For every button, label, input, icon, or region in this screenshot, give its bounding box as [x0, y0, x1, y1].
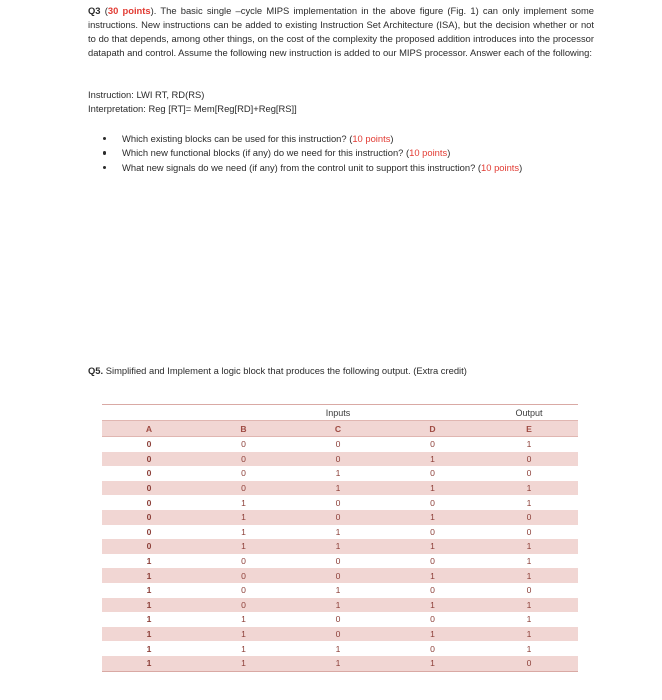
table-cell-a: 0 — [102, 539, 196, 554]
bullet-tail: ) — [519, 161, 523, 173]
column-header-a: A — [102, 421, 196, 437]
table-cell-a: 1 — [102, 568, 196, 583]
table-row — [102, 495, 578, 510]
bullet-text: What new signals do we need (if any) from the control unit to support this instruction? ( — [122, 161, 482, 173]
table-cell-e: 1 — [480, 539, 578, 554]
table-row — [102, 539, 578, 554]
list-item — [88, 132, 598, 146]
interpretation-line: Interpretation: Reg [RT]= Mem[Reg[RD]+Reg[RS]] — [88, 103, 297, 115]
question-3-block — [88, 4, 594, 60]
column-header-b: B — [196, 421, 291, 437]
table-cell-e: 1 — [526, 556, 532, 567]
table-column-header-row — [102, 421, 578, 437]
table-group-header-row — [102, 405, 578, 421]
table-cell-e: 0 — [480, 510, 578, 525]
group-header-spacer — [102, 405, 196, 421]
table-cell-d: 0 — [430, 614, 435, 625]
bullet-tail: ) — [390, 133, 394, 144]
table-row — [102, 583, 578, 598]
table-row — [102, 568, 578, 583]
table-row — [102, 481, 578, 496]
table-cell-d: 0 — [430, 439, 435, 450]
table-cell-c: 1 — [335, 585, 341, 596]
table-cell-a: 1 — [102, 598, 196, 613]
table-row — [102, 452, 578, 467]
table-cell-a: 1 — [146, 585, 152, 596]
question-5-text: Simplified and Implement a logic block that produces the following output. (Extra credit) — [103, 365, 467, 376]
table-cell-e: 1 — [480, 481, 578, 496]
bullet-dot-icon — [103, 137, 106, 140]
question-5-heading — [88, 364, 594, 378]
table-cell-c: 0 — [291, 627, 385, 642]
table-cell-c: 0 — [335, 556, 341, 567]
table-cell-d: 1 — [385, 627, 480, 642]
bullet-tail: ) — [447, 147, 451, 159]
table-cell-e: 0 — [526, 526, 532, 537]
table-cell-c: 0 — [291, 452, 385, 467]
table-cell-a: 1 — [146, 614, 152, 625]
table-cell-a: 1 — [102, 627, 196, 642]
table-cell-b: 1 — [196, 539, 291, 554]
question-3-paren-open: ( — [100, 5, 108, 16]
table-cell-d: 0 — [430, 497, 435, 508]
table-cell-a: 0 — [146, 526, 152, 537]
table-row — [102, 554, 578, 569]
table-cell-b: 0 — [196, 481, 291, 496]
instruction-line: Instruction: LWI RT, RD(RS) — [88, 89, 205, 100]
table-cell-c: 0 — [335, 497, 341, 508]
question-3-label: Q3 — [88, 5, 101, 16]
bullet-dot-icon — [103, 166, 106, 169]
bullet-points: 10 points — [352, 133, 391, 144]
table-cell-d: 1 — [385, 510, 480, 525]
table-cell-e: 1 — [480, 627, 578, 642]
table-cell-c: 1 — [291, 656, 385, 671]
table-cell-d: 0 — [430, 585, 435, 596]
table-cell-a: 0 — [146, 439, 152, 450]
table-cell-d: 1 — [385, 568, 480, 583]
table-row — [102, 525, 578, 540]
table-cell-e: 1 — [480, 598, 578, 613]
table-cell-e: 0 — [480, 452, 578, 467]
table-cell-e: 0 — [526, 468, 532, 479]
table-row — [102, 627, 578, 642]
table-row — [102, 437, 578, 452]
question-3-paragraph — [88, 4, 594, 60]
table-cell-a: 0 — [146, 497, 152, 508]
table-cell-b: 0 — [196, 598, 291, 613]
bullet-dot-icon — [103, 151, 106, 154]
column-header-e: E — [480, 421, 578, 437]
group-header-output: Output — [480, 405, 578, 421]
table-cell-b: 0 — [241, 439, 246, 450]
table-row — [102, 641, 578, 656]
table-cell-b: 0 — [196, 568, 291, 583]
table-cell-d: 0 — [430, 643, 435, 654]
table-cell-a: 0 — [102, 481, 196, 496]
table-cell-a: 1 — [146, 643, 152, 654]
table-row — [102, 612, 578, 627]
table-cell-b: 1 — [241, 497, 246, 508]
table-cell-d: 1 — [385, 598, 480, 613]
question-5-label: Q5. — [88, 365, 104, 376]
table-cell-b: 1 — [196, 510, 291, 525]
bullet-text: Which existing blocks can be used for this instruction? ( — [122, 133, 353, 144]
table-cell-c: 1 — [291, 481, 385, 496]
table-cell-e: 1 — [480, 568, 578, 583]
table-cell-c: 1 — [291, 598, 385, 613]
table-cell-b: 1 — [241, 526, 246, 537]
table-cell-b: 1 — [196, 627, 291, 642]
table-cell-d: 0 — [430, 526, 435, 537]
table-cell-d: 0 — [430, 556, 435, 567]
table-cell-d: 1 — [385, 452, 480, 467]
table-cell-b: 0 — [241, 556, 246, 567]
table-cell-a: 0 — [102, 510, 196, 525]
table-cell-e: 1 — [526, 439, 532, 450]
table-cell-e: 1 — [526, 643, 532, 654]
table-cell-c: 1 — [335, 643, 341, 654]
bullet-points: 10 points — [409, 147, 448, 159]
table-cell-e: 0 — [526, 585, 532, 596]
question-3-points: 30 points — [107, 5, 151, 16]
table-cell-b: 0 — [241, 468, 246, 479]
bullet-points: 10 points — [481, 161, 520, 173]
truth-table — [102, 404, 578, 672]
list-item — [88, 146, 598, 160]
table-cell-c: 1 — [335, 526, 341, 537]
table-cell-c: 1 — [335, 468, 341, 479]
table-cell-b: 1 — [241, 614, 246, 625]
table-cell-b: 0 — [241, 585, 246, 596]
question-3-bullet-list — [88, 132, 598, 175]
table-cell-c: 1 — [291, 539, 385, 554]
column-header-d: D — [385, 421, 480, 437]
table-cell-a: 0 — [146, 468, 152, 479]
column-header-c: C — [291, 421, 385, 437]
table-cell-b: 1 — [196, 656, 291, 671]
table-cell-a: 1 — [102, 656, 196, 671]
table-cell-c: 0 — [291, 568, 385, 583]
table-cell-c: 0 — [335, 439, 341, 450]
table-cell-b: 0 — [196, 452, 291, 467]
question-3-paren-close: ) — [150, 5, 154, 16]
table-row — [102, 656, 578, 671]
table-cell-e: 1 — [526, 497, 532, 508]
list-item — [88, 161, 598, 175]
table-cell-e: 1 — [526, 614, 532, 625]
table-cell-d: 0 — [430, 468, 435, 479]
table-cell-e: 0 — [480, 656, 578, 671]
table-cell-c: 0 — [291, 510, 385, 525]
table-row — [102, 510, 578, 525]
group-header-inputs: Inputs — [196, 405, 480, 421]
table-cell-a: 1 — [146, 556, 152, 567]
table-cell-d: 1 — [385, 539, 480, 554]
instruction-lines — [88, 88, 594, 116]
table-cell-c: 0 — [335, 614, 341, 625]
table-cell-a: 0 — [102, 452, 196, 467]
table-cell-b: 1 — [241, 643, 246, 654]
table-cell-d: 1 — [385, 656, 480, 671]
truth-table-container — [102, 404, 578, 672]
table-cell-d: 1 — [385, 481, 480, 496]
table-row — [102, 466, 578, 481]
bullet-text: Which new functional blocks (if any) do we need for this instruction? ( — [122, 147, 410, 159]
table-row — [102, 598, 578, 613]
question-3-body: . The basic single –cycle MIPS implementation in the above figure (Fig. 1) can only implement some instructions. New instructions can be added to existing Instruction Set Architecture (ISA), but the decision whether or not to do that depends, among other things, on the cost of the complexity the proposed addition introduces into the processor datapath and control. Assume the following new instruction is added to our MIPS processor. Answer each of the following: — [88, 5, 595, 59]
